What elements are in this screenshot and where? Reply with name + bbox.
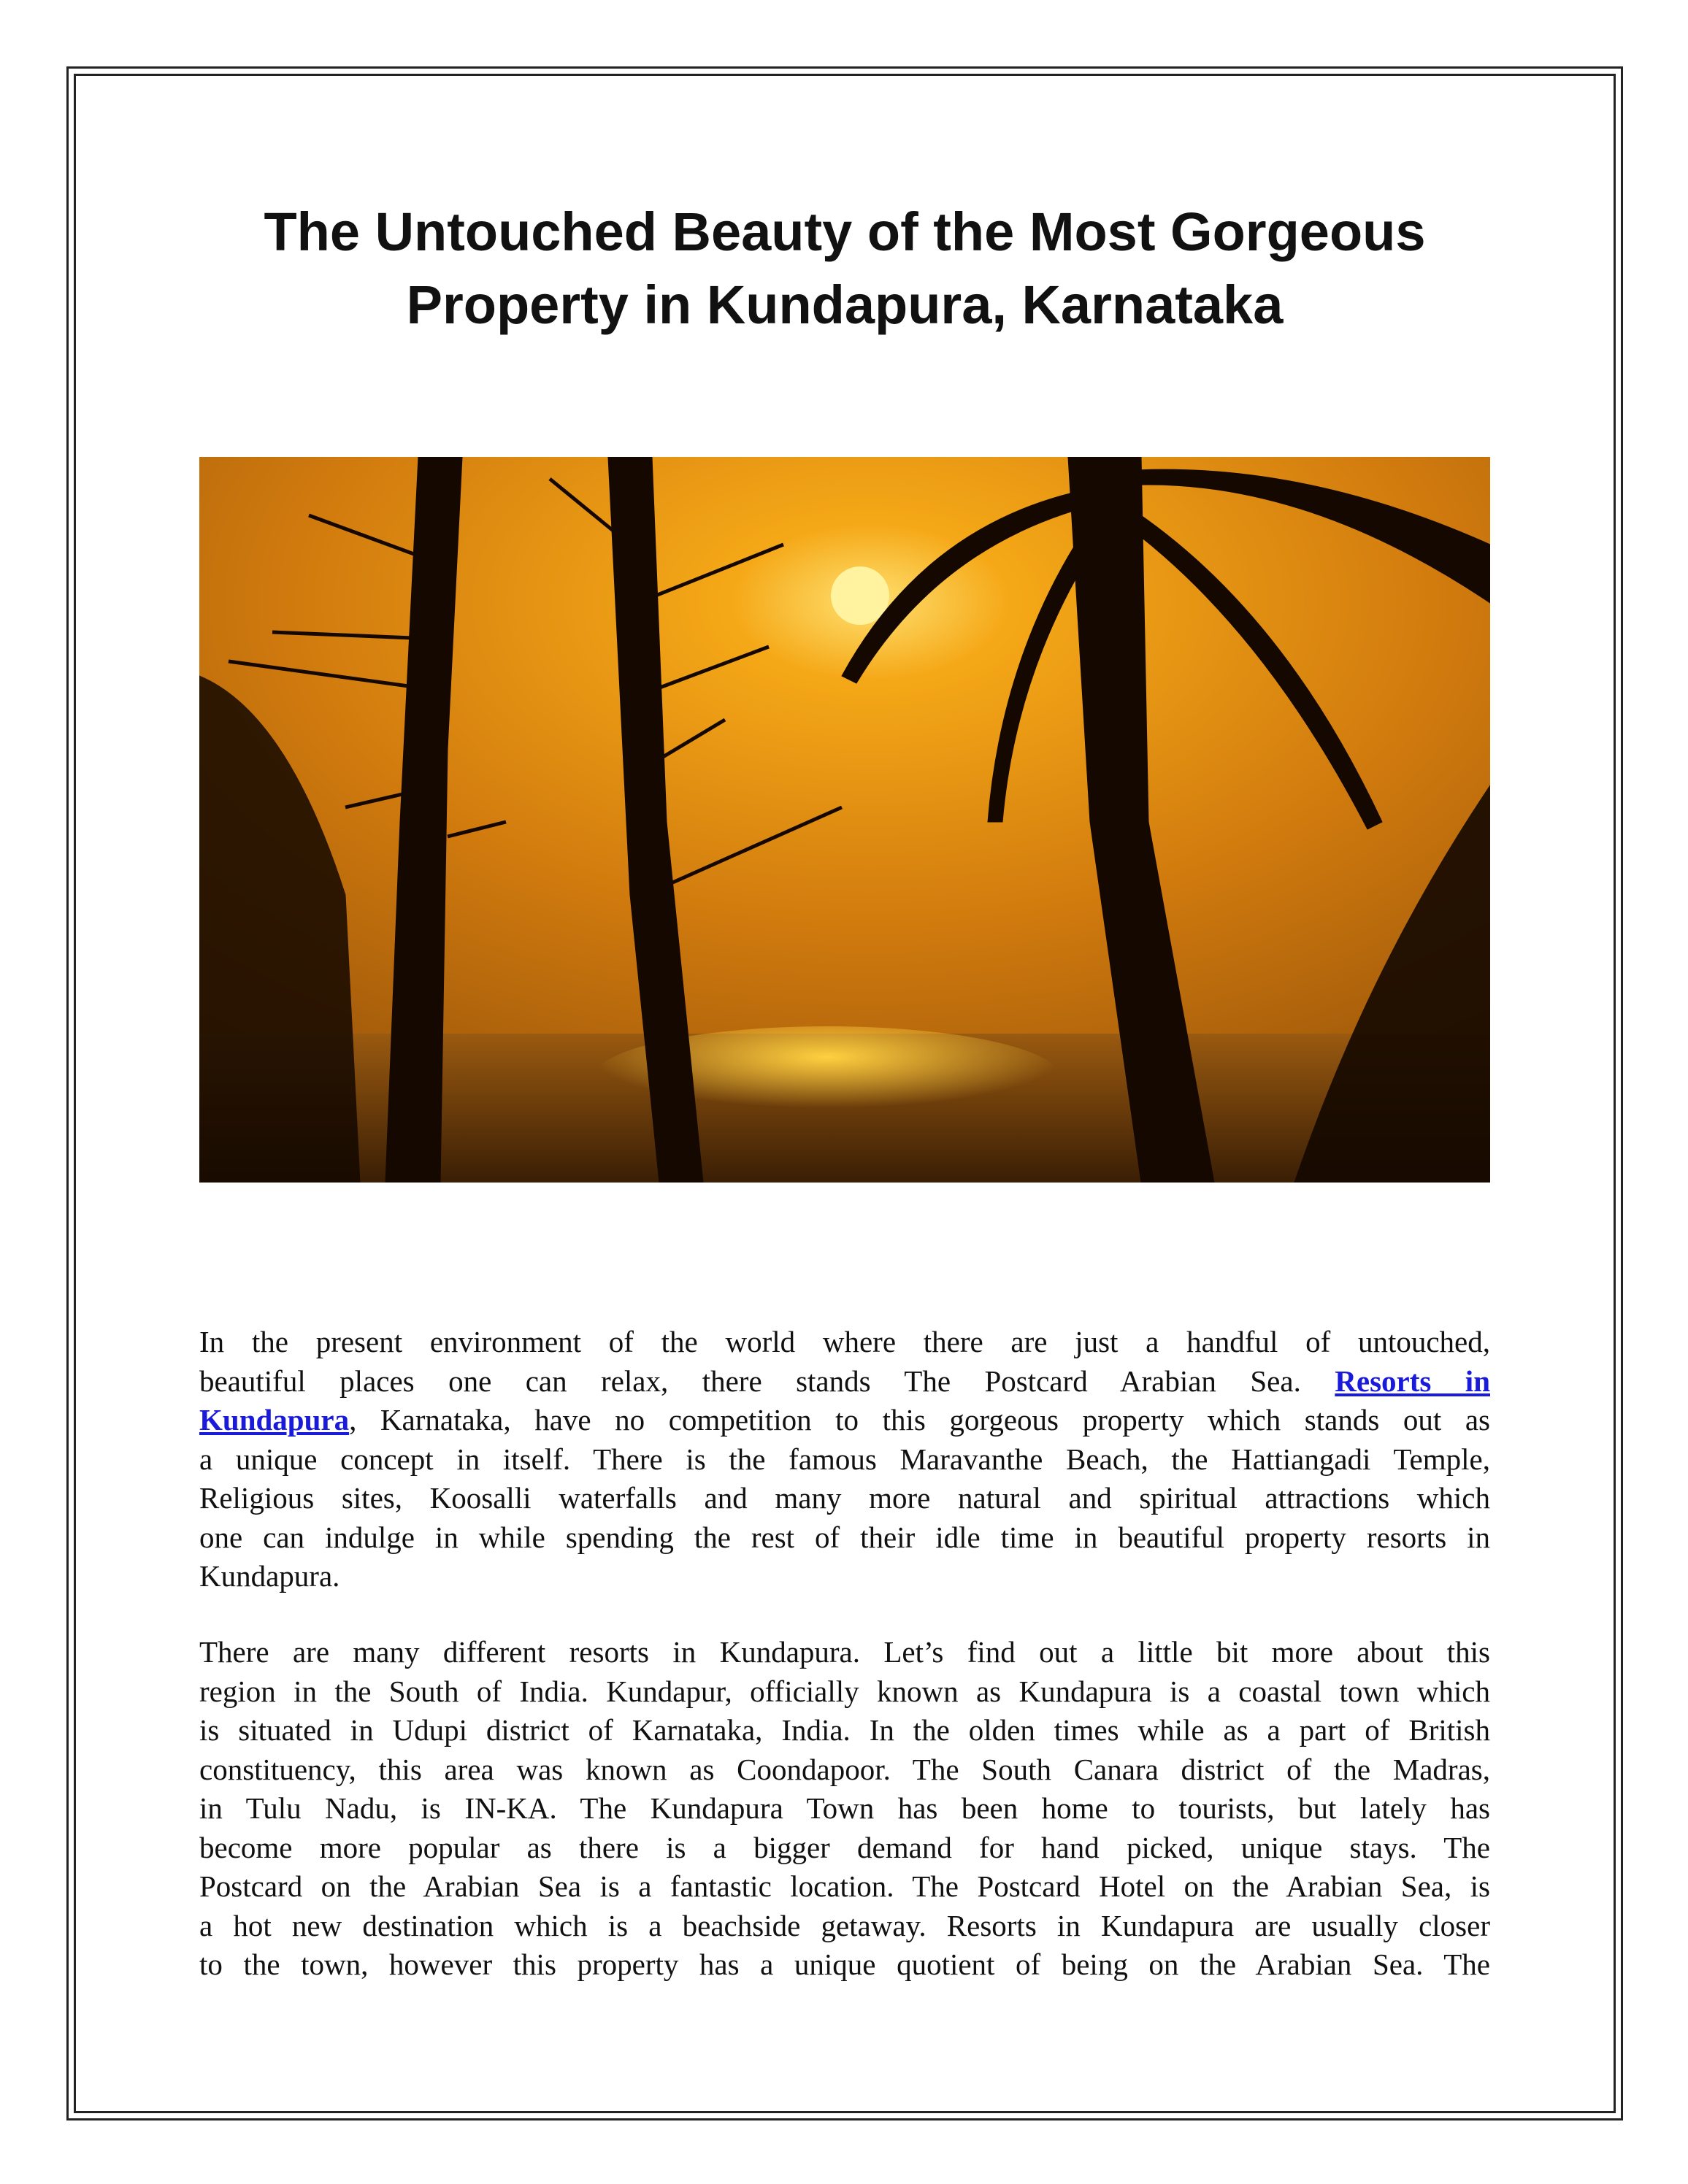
text-line: to the town, however this property has a unique quotient of being on the Arabian Sea. The — [199, 1947, 1490, 1981]
text-segment: beautiful places one can relax, there stands The Postcard Arabian Sea. — [199, 1364, 1335, 1398]
title-line-1: The Untouched Beauty of the Most Gorgeous — [264, 201, 1426, 262]
text-line: constituency, this area was known as Coondapoor. The South Canara district of the Madras, — [199, 1752, 1490, 1786]
text-line: region in the South of India. Kundapur, officially known as Kundapura is a coastal town which — [199, 1674, 1490, 1708]
resorts-in-kundapura-link-cont[interactable]: Kundapura — [199, 1403, 350, 1437]
text-line: one can indulge in while spending the rest of their idle time in beautiful property resorts in — [199, 1520, 1490, 1554]
paragraph-2 — [199, 1633, 1490, 1985]
text-segment: , Karnataka, have no competition to this gorgeous property which stands out as — [349, 1403, 1490, 1437]
text-line: Kundapura. — [199, 1559, 340, 1593]
text-line: There are many different resorts in Kundapura. Let’s find out a little bit more about this — [199, 1635, 1490, 1669]
text-line: Postcard on the Arabian Sea is a fantastic location. The Postcard Hotel on the Arabian Sea, is — [199, 1869, 1490, 1903]
text-line — [199, 1362, 1490, 1401]
text-line — [199, 1401, 1490, 1440]
text-line: become more popular as there is a bigger demand for hand picked, unique stays. The — [199, 1830, 1490, 1864]
sun — [831, 566, 889, 625]
title-line-2: Property in Kundapura, Karnataka — [406, 274, 1284, 335]
sunset-photo — [199, 457, 1490, 1183]
page-title — [199, 196, 1490, 342]
resorts-in-kundapura-link[interactable]: Resorts in — [1335, 1364, 1490, 1398]
text-line: is situated in Udupi district of Karnataka, India. In the olden times while as a part of British — [199, 1713, 1490, 1747]
text-line: a unique concept in itself. There is the famous Maravanthe Beach, the Hattiangadi Temple, — [199, 1442, 1490, 1476]
text-line: In the present environment of the world where there are just a handful of untouched, — [199, 1325, 1490, 1358]
text-line: Religious sites, Koosalli waterfalls and many more natural and spiritual attractions which — [199, 1481, 1490, 1515]
text-line: in Tulu Nadu, is IN-KA. The Kundapura Town has been home to tourists, but lately has — [199, 1791, 1490, 1825]
paragraph-1 — [199, 1323, 1490, 1596]
text-line: a hot new destination which is a beachside getaway. Resorts in Kundapura are usually closer — [199, 1908, 1490, 1942]
